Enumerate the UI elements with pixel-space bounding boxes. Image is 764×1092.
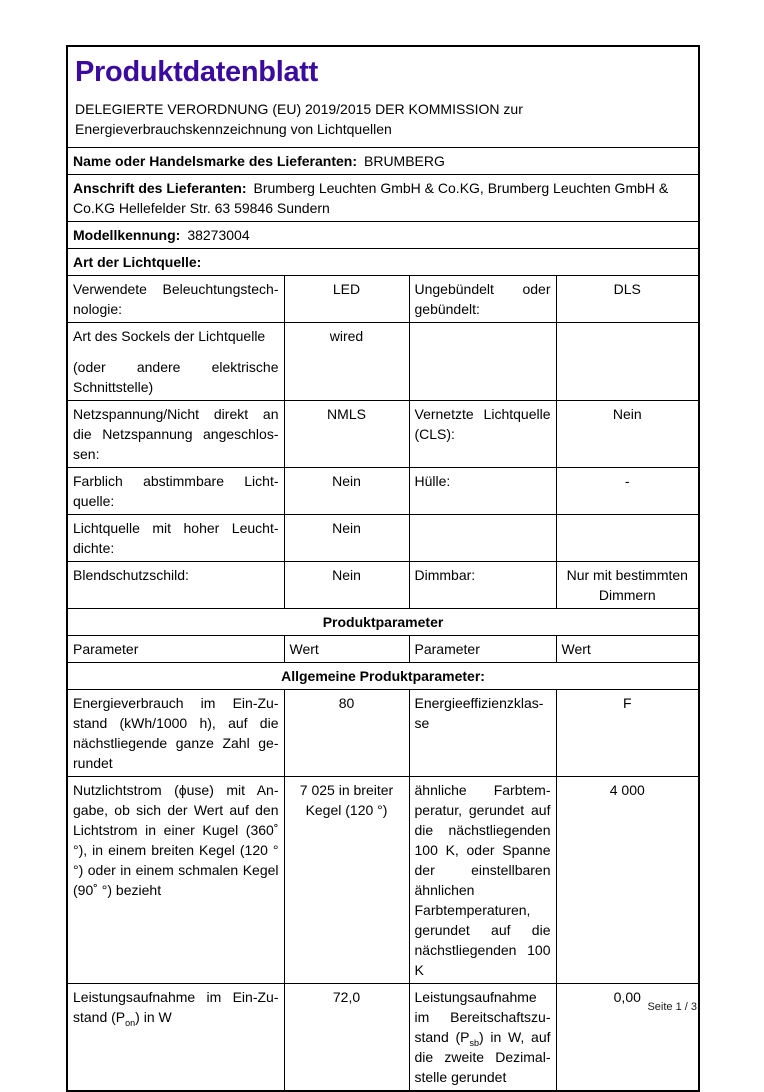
param-value: 72,0 (284, 984, 409, 1092)
column-header: Parameter (409, 636, 556, 663)
table-row (67, 401, 699, 468)
param-label: Energieeffizienzklasse (409, 690, 556, 777)
param-label-line: Art des Sockels der Lichtquelle (73, 328, 266, 344)
supplier-address-label: Anschrift des Lieferanten: (73, 180, 247, 196)
param-value: Nur mit bestimmten Dimmern (556, 562, 699, 609)
table-row (67, 690, 699, 777)
param-value: 80 (284, 690, 409, 777)
param-label-text: Leistungsaufnahme im Ein-Zustand (P (73, 989, 279, 1025)
product-parameters-heading: Produktparameter (67, 609, 699, 636)
param-label: Ungebündelt oder gebündelt: (409, 276, 556, 323)
param-label: Lichtquelle mit hoher Leuchtdichte: (67, 515, 284, 562)
param-value: 0,00 (556, 984, 699, 1092)
column-header-row (67, 636, 699, 663)
param-value: Nein (284, 515, 409, 562)
param-value: 4 000 (556, 777, 699, 984)
param-value: F (556, 690, 699, 777)
param-value (556, 515, 699, 562)
model-label: Modellkennung: (73, 227, 181, 243)
product-datasheet (66, 45, 698, 1092)
regulation-text: DELEGIERTE VERORDNUNG (EU) 2019/2015 DER KOMMISSION zur Energieverbrauchskennzeichnung von Lichtquellen (75, 101, 523, 137)
param-label: Nutzlichtstrom (ϕuse) mit Angabe, ob sich der Wert auf den Lichtstrom in einer Kugel (360˚ °), in einem breiten Kegel (120 °°) oder in einem schmalen Kegel (90˚ °) bezieht (67, 777, 284, 984)
param-label-line: (oder andere elektrische Schnittstelle) (73, 359, 279, 395)
param-value: - (556, 468, 699, 515)
table-row (67, 323, 699, 401)
datasheet-table (66, 45, 700, 1092)
table-row (67, 276, 699, 323)
param-label (67, 984, 284, 1092)
model-cell (67, 222, 699, 249)
param-label-text: Leistungsaufnahme im Bereitschaftszustand (P (414, 989, 551, 1045)
table-row (67, 562, 699, 609)
column-header: Wert (556, 636, 699, 663)
param-label: Verwendete Beleuchtungstechnologie: (67, 276, 284, 323)
table-row (67, 468, 699, 515)
param-value: LED (284, 276, 409, 323)
supplier-name-row (67, 148, 699, 175)
supplier-address-cell (67, 175, 699, 222)
model-row (67, 222, 699, 249)
param-label (67, 323, 284, 401)
table-row (67, 984, 699, 1092)
param-value: 7 025 in breiter Kegel (120 °) (284, 777, 409, 984)
supplier-name-label: Name oder Handelsmarke des Lieferanten: (73, 153, 357, 169)
param-label: Dimmbar: (409, 562, 556, 609)
param-label (409, 515, 556, 562)
param-label-text: ) in W, auf die zweite Dezimalstelle gerundet (414, 1029, 551, 1085)
column-header: Wert (284, 636, 409, 663)
param-value: DLS (556, 276, 699, 323)
param-value (556, 323, 699, 401)
general-parameters-heading: Allgemeine Produktparameter: (67, 663, 699, 690)
param-value: wired (284, 323, 409, 401)
param-label (409, 323, 556, 401)
param-label: Netzspannung/Nicht direkt an die Netzspannung angeschlossen: (67, 401, 284, 468)
product-parameters-heading-row (67, 609, 699, 636)
general-parameters-heading-row (67, 663, 699, 690)
subscript-sb: sb (469, 1037, 479, 1048)
header-row (67, 46, 699, 148)
param-label: Energieverbrauch im Ein-Zustand (kWh/1000 h), auf die nächstliegende ganze Zahl gerundet (67, 690, 284, 777)
param-value: NMLS (284, 401, 409, 468)
param-value: Nein (556, 401, 699, 468)
param-value: Nein (284, 562, 409, 609)
supplier-name-value: BRUMBERG (364, 153, 445, 169)
param-label (409, 984, 556, 1092)
param-label: Blendschutzschild: (67, 562, 284, 609)
page-title: Produktdatenblatt (75, 56, 319, 88)
param-label: ähnliche Farbtemperatur, gerundet auf die nächstliegenden 100 K, oder Spanne der einstellbaren ähnlichen Farbtemperaturen, gerundet auf die nächstliegenden 100 K (409, 777, 556, 984)
light-source-heading: Art der Lichtquelle: (67, 249, 699, 276)
table-row (67, 777, 699, 984)
supplier-address-row (67, 175, 699, 222)
light-source-heading-row (67, 249, 699, 276)
page-number: Seite 1 / 3 (647, 1001, 697, 1013)
subscript-on: on (125, 1017, 136, 1028)
param-value: Nein (284, 468, 409, 515)
model-value: 38273004 (187, 227, 250, 243)
param-label: Vernetzte Lichtquelle (CLS): (409, 401, 556, 468)
param-label-text: ) in W (135, 1009, 172, 1025)
param-label: Hülle: (409, 468, 556, 515)
table-row (67, 515, 699, 562)
supplier-name-cell (67, 148, 699, 175)
param-label: Farblich abstimmbare Lichtquelle: (67, 468, 284, 515)
supplier-address-value: Brumberg Leuchten GmbH & Co.KG, Brumberg Leuchten GmbH & Co.KG Hellefelder Str. 63 59846 Sundern (73, 180, 669, 216)
header-cell (67, 46, 699, 148)
column-header: Parameter (67, 636, 284, 663)
